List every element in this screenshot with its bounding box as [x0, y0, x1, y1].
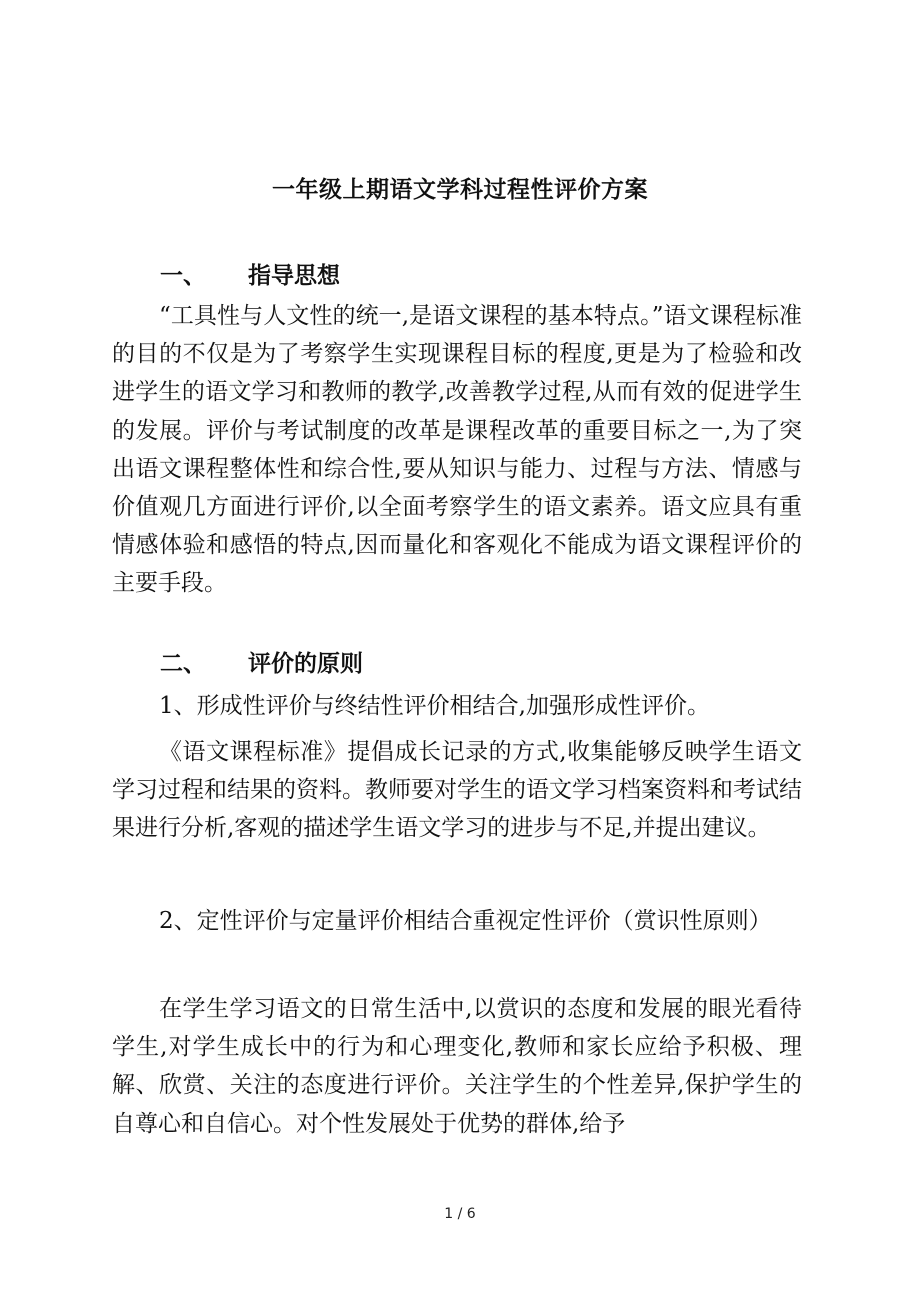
- section-number: 二、: [160, 651, 206, 677]
- document-title: 一年级上期语文学科过程性评价方案: [272, 177, 648, 203]
- page-number: 1 / 6: [444, 1206, 476, 1222]
- principle-item-1-paragraph: 《语文课程标准》提倡成长记录的方式,收集能够反映学生语文学习过程和结果的资料。教师要对学生的语文学习档案资料和考试结果进行分析,客观的描述学生语文学习的进步与不足,并提出建议。: [112, 739, 802, 842]
- principle-item-2-label: 2、定性评价与定量评价相结合重视定性评价（赏识性原则）: [159, 908, 772, 934]
- principle-item-1-label: 1、形成性评价与终结性评价相结合,加强形成性评价。: [159, 693, 710, 719]
- section-heading-guiding-thought: [160, 258, 340, 294]
- section-heading-principles: [160, 646, 363, 682]
- section-number: 一、: [160, 263, 206, 289]
- section-title: 评价的原则: [248, 651, 363, 677]
- paragraph-guiding-thought: “工具性与人文性的统一,是语文课程的基本特点。”语文课程标准的目的不仅是为了考察学生实现课程目标的程度,更是为了检验和改进学生的语文学习和教师的教学,改善教学过程,从而有效的促进学生的发展。评价与考试制度的改革是课程改革的重要目标之一,为了突出语文课程整体性和综合性,要从知识与能力、过程与方法、情感与价值观几方面进行评价,以全面考察学生的语文素养。语文应具有重情感体验和感悟的特点,因而量化和客观化不能成为语文课程评价的主要手段。: [112, 303, 802, 597]
- principle-item-2-paragraph: 在学生学习语文的日常生活中,以赏识的态度和发展的眼光看待学生,对学生成长中的行为和心理变化,教师和家长应给予积极、理解、欣赏、关注的态度进行评价。关注学生的个性差异,保护学生的自尊心和自信心。对个性发展处于优势的群体,给予: [112, 996, 802, 1137]
- section-title: 指导思想: [248, 263, 340, 289]
